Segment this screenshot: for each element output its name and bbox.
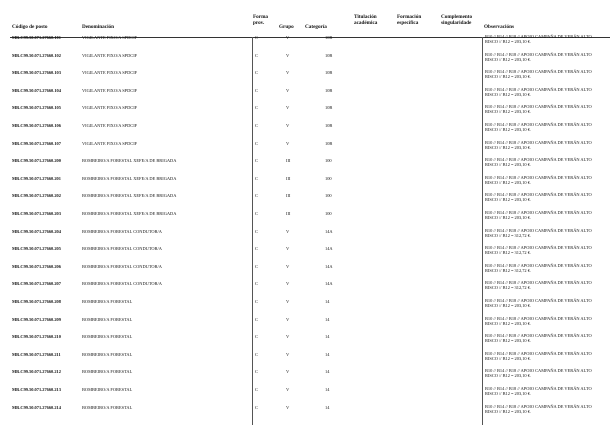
header-forma-1: Forma xyxy=(253,14,268,20)
cell-denominacion: BOMBEIRO/A FORESTAL CONDUTOR/A xyxy=(82,246,162,252)
table-row xyxy=(0,158,615,174)
table-row xyxy=(0,299,615,315)
cell-forma: C xyxy=(255,175,258,181)
cell-categoria: 10B xyxy=(325,140,333,146)
cell-observaciones: B10 // B14 // B18 // APOIO CAMPAÑA DE VERÁN ALTO RISCO // B12 = 203,10 €. xyxy=(485,69,592,80)
cell-forma: C xyxy=(255,299,258,304)
cell-denominacion: VIGILANTE FIXO/A SPDCIF xyxy=(82,52,138,58)
table-row xyxy=(0,229,615,245)
cell-grupo: V xyxy=(286,316,290,322)
cell-categoria: 14A xyxy=(325,263,333,269)
cell-categoria: 10B xyxy=(325,52,333,58)
cell-denominacion: BOMBEIRO/A FORESTAL xyxy=(82,387,133,392)
cell-categoria: 10B xyxy=(325,123,333,128)
cell-grupo: III xyxy=(286,175,291,181)
cell-denominacion: VIGILANTE FIXO/A SPDCIF xyxy=(82,87,138,93)
cell-grupo: V xyxy=(286,105,290,111)
cell-observaciones: B10 // B14 // B18 // APOIO CAMPAÑA DE VERÁN ALTO RISCO // B12 = 203,10 €. xyxy=(485,139,592,150)
header-forma-2: prov. xyxy=(253,20,265,26)
cell-grupo: III xyxy=(286,193,291,199)
cell-grupo: V xyxy=(286,387,290,392)
cell-forma: C xyxy=(255,228,258,234)
cell-denominacion: VIGILANTE FIXO/A SPDCIF xyxy=(82,123,138,128)
cell-forma: C xyxy=(255,140,258,146)
cell-denominacion: VIGILANTE FIXO/A SPDCIF xyxy=(82,105,138,111)
cell-denominacion: BOMBEIRO/A FORESTAL xyxy=(82,299,133,304)
cell-observaciones: B10 // B14 // B18 // APOIO CAMPAÑA DE VERÁN ALTO RISCO // B12 = 203,10 €. xyxy=(485,210,592,220)
cell-denominacion: VIGILANTE FIXO/A SPDCIF xyxy=(82,35,138,40)
cell-codigo: MR.C99.50.071.27660.103 xyxy=(12,70,61,76)
cell-categoria: 10B xyxy=(325,87,333,93)
cell-categoria: 10B xyxy=(325,35,333,40)
cell-codigo: MR.C99.50.071.27660.203 xyxy=(12,211,61,216)
table-row xyxy=(0,53,615,69)
cell-codigo: MR.C99.50.071.27660.204 xyxy=(12,228,61,234)
table-row xyxy=(0,334,615,350)
header-titulacion-1: Titulación xyxy=(354,14,377,20)
header-grupo: Grupo xyxy=(279,24,294,30)
cell-observaciones: B10 // B14 // B18 // APOIO CAMPAÑA DE VERÁN ALTO RISCO // B12 = 203,10 €. xyxy=(485,157,592,168)
cell-grupo: V xyxy=(286,299,290,304)
cell-codigo: MR.C99.50.071.27660.213 xyxy=(12,387,61,392)
cell-categoria: 14A xyxy=(325,281,333,287)
cell-observaciones: B10 // B14 // B18 // APOIO CAMPAÑA DE VERÁN ALTO RISCO // B12 = 203,10 €. xyxy=(485,403,592,414)
cell-forma: C xyxy=(255,316,258,322)
cell-grupo: V xyxy=(286,140,290,146)
cell-denominacion: BOMBEIRO/A FORESTAL xyxy=(82,316,133,322)
cell-grupo: V xyxy=(286,228,290,234)
header-formacion-2: específica xyxy=(397,20,419,26)
cell-forma: C xyxy=(255,404,258,410)
table-row xyxy=(0,369,615,385)
table-row xyxy=(0,35,615,51)
table-row xyxy=(0,264,615,280)
cell-grupo: V xyxy=(286,70,290,76)
table-header xyxy=(0,14,615,36)
cell-denominacion: BOMBEIRO/A FORESTAL XEFE/A DE BRIGADA xyxy=(82,193,177,199)
cell-forma: C xyxy=(255,387,258,392)
cell-codigo: MR.C99.50.071.27660.101 xyxy=(12,35,61,40)
table-row xyxy=(0,105,615,121)
cell-categoria: 14 xyxy=(325,316,330,322)
cell-forma: C xyxy=(255,35,258,40)
cell-forma: C xyxy=(255,52,258,58)
cell-grupo: V xyxy=(286,369,290,375)
cell-categoria: 14A xyxy=(325,246,333,252)
cell-grupo: V xyxy=(286,246,290,252)
table-row xyxy=(0,176,615,192)
cell-observaciones: B10 // B14 // B18 // APOIO CAMPAÑA DE VERÁN ALTO RISCO // B12 = 312,72 €. xyxy=(485,280,592,291)
cell-codigo: MR.C99.50.071.27660.205 xyxy=(12,246,61,252)
cell-codigo: MR.C99.50.071.27660.201 xyxy=(12,175,61,181)
table-row xyxy=(0,123,615,139)
cell-codigo: MR.C99.50.071.27660.206 xyxy=(12,263,61,269)
cell-codigo: MR.C99.50.071.27660.104 xyxy=(12,87,61,93)
cell-observaciones: B10 // B14 // B18 // APOIO CAMPAÑA DE VERÁN ALTO RISCO // B12 = 203,10 €. xyxy=(485,174,592,185)
table-row xyxy=(0,70,615,86)
cell-observaciones: B10 // B14 // B18 // APOIO CAMPAÑA DE VERÁN ALTO RISCO // B12 = 203,10 €. xyxy=(485,122,592,132)
cell-denominacion: BOMBEIRO/A FORESTAL XEFE/A DE BRIGADA xyxy=(82,175,177,181)
cell-grupo: V xyxy=(286,263,290,269)
cell-forma: C xyxy=(255,263,258,269)
header-observaciones: Observacións xyxy=(484,24,514,30)
cell-observaciones: B10 // B14 // B18 // APOIO CAMPAÑA DE VERÁN ALTO RISCO // B12 = 203,10 €. xyxy=(485,315,592,326)
cell-grupo: V xyxy=(286,351,290,357)
cell-categoria: 100 xyxy=(325,211,332,216)
cell-observaciones: B10 // B14 // B18 // APOIO CAMPAÑA DE VERÁN ALTO RISCO // B12 = 312,72 €. xyxy=(485,245,592,256)
cell-denominacion: VIGILANTE FIXO/A SPDCIF xyxy=(82,70,138,76)
table-row xyxy=(0,88,615,104)
cell-forma: C xyxy=(255,246,258,252)
cell-codigo: MR.C99.50.071.27660.106 xyxy=(12,123,61,128)
cell-codigo: MR.C99.50.071.27660.105 xyxy=(12,105,61,111)
header-categoria: Categoría xyxy=(305,24,327,30)
cell-codigo: MR.C99.50.071.27660.211 xyxy=(12,351,61,357)
header-denominacion: Denominación xyxy=(82,24,114,30)
cell-observaciones: B10 // B14 // B18 // APOIO CAMPAÑA DE VERÁN ALTO RISCO // B12 = 203,10 €. xyxy=(485,34,592,44)
cell-observaciones: B10 // B14 // B18 // APOIO CAMPAÑA DE VERÁN ALTO RISCO // B12 = 203,10 €. xyxy=(485,333,592,344)
header-formacion-1: Formación xyxy=(397,14,422,20)
cell-forma: C xyxy=(255,351,258,357)
cell-observaciones: B10 // B14 // B18 // APOIO CAMPAÑA DE VERÁN ALTO RISCO // B12 = 203,10 €. xyxy=(485,86,592,97)
cell-denominacion: BOMBEIRO/A FORESTAL XEFE/A DE BRIGADA xyxy=(82,211,177,216)
cell-denominacion: BOMBEIRO/A FORESTAL CONDUTOR/A xyxy=(82,263,162,269)
cell-codigo: MR.C99.50.071.27660.214 xyxy=(12,404,61,410)
cell-denominacion: BOMBEIRO/A FORESTAL CONDUTOR/A xyxy=(82,281,162,287)
cell-denominacion: BOMBEIRO/A FORESTAL xyxy=(82,404,133,410)
table-row xyxy=(0,246,615,262)
header-codigo: Código de posto xyxy=(12,24,48,30)
cell-forma: C xyxy=(255,87,258,93)
cell-denominacion: BOMBEIRO/A FORESTAL CONDUTOR/A xyxy=(82,228,162,234)
cell-forma: C xyxy=(255,334,258,340)
header-complemento-2: singularidade xyxy=(441,20,472,26)
header-complemento-1: Complemento xyxy=(441,14,473,20)
table-row xyxy=(0,141,615,157)
cell-categoria: 14 xyxy=(325,334,330,340)
table-row xyxy=(0,211,615,227)
cell-categoria: 14 xyxy=(325,404,330,410)
cell-observaciones: B10 // B14 // B18 // APOIO CAMPAÑA DE VERÁN ALTO RISCO // B12 = 203,10 €. xyxy=(485,368,592,379)
cell-grupo: V xyxy=(286,52,290,58)
cell-denominacion: BOMBEIRO/A FORESTAL xyxy=(82,351,133,357)
cell-categoria: 14 xyxy=(325,387,330,392)
cell-denominacion: VIGILANTE FIXO/A SPDCIF xyxy=(82,140,138,146)
table-row xyxy=(0,387,615,403)
cell-observaciones: B10 // B14 // B18 // APOIO CAMPAÑA DE VERÁN ALTO RISCO // B12 = 203,10 €. xyxy=(485,192,592,203)
cell-observaciones: B10 // B14 // B18 // APOIO CAMPAÑA DE VERÁN ALTO RISCO // B12 = 312,72 €. xyxy=(485,262,592,273)
cell-grupo: III xyxy=(286,158,291,164)
cell-denominacion: BOMBEIRO/A FORESTAL xyxy=(82,334,133,340)
table-row xyxy=(0,317,615,333)
cell-denominacion: BOMBEIRO/A FORESTAL xyxy=(82,369,133,375)
cell-categoria: 100 xyxy=(325,193,332,199)
cell-grupo: V xyxy=(286,334,290,340)
cell-categoria: 14 xyxy=(325,351,330,357)
cell-observaciones: B10 // B14 // B18 // APOIO CAMPAÑA DE VERÁN ALTO RISCO // B12 = 312,72 €. xyxy=(485,227,592,238)
cell-codigo: MR.C99.50.071.27660.107 xyxy=(12,140,61,146)
table-row xyxy=(0,405,615,421)
cell-codigo: MR.C99.50.071.27660.212 xyxy=(12,369,61,375)
cell-codigo: MR.C99.50.071.27660.210 xyxy=(12,334,61,340)
cell-forma: C xyxy=(255,281,258,287)
cell-observaciones: B10 // B14 // B18 // APOIO CAMPAÑA DE VERÁN ALTO RISCO // B12 = 203,10 €. xyxy=(485,51,592,62)
cell-categoria: 14 xyxy=(325,299,330,304)
cell-observaciones: B10 // B14 // B18 // APOIO CAMPAÑA DE VERÁN ALTO RISCO // B12 = 203,10 €. xyxy=(485,104,592,115)
cell-forma: C xyxy=(255,105,258,111)
cell-categoria: 10B xyxy=(325,70,333,76)
cell-categoria: 100 xyxy=(325,175,332,181)
cell-forma: C xyxy=(255,158,258,164)
header-titulacion-2: académica xyxy=(354,20,378,26)
cell-codigo: MR.C99.50.071.27660.207 xyxy=(12,281,61,287)
cell-forma: C xyxy=(255,369,258,375)
cell-grupo: V xyxy=(286,404,290,410)
cell-codigo: MR.C99.50.071.27660.200 xyxy=(12,158,61,164)
cell-observaciones: B10 // B14 // B18 // APOIO CAMPAÑA DE VERÁN ALTO RISCO // B12 = 203,10 €. xyxy=(485,298,592,308)
cell-grupo: V xyxy=(286,35,290,40)
cell-codigo: MR.C99.50.071.27660.208 xyxy=(12,299,61,304)
cell-categoria: 100 xyxy=(325,158,332,164)
cell-observaciones: B10 // B14 // B18 // APOIO CAMPAÑA DE VERÁN ALTO RISCO // B12 = 203,10 €. xyxy=(485,350,592,361)
cell-codigo: MR.C99.50.071.27660.102 xyxy=(12,52,61,58)
cell-categoria: 10B xyxy=(325,105,333,111)
cell-grupo: V xyxy=(286,123,290,128)
table-row xyxy=(0,193,615,209)
cell-grupo: V xyxy=(286,87,290,93)
cell-codigo: MR.C99.50.071.27660.202 xyxy=(12,193,61,199)
cell-grupo: III xyxy=(286,211,291,216)
cell-forma: C xyxy=(255,211,258,216)
table-row xyxy=(0,281,615,297)
cell-categoria: 14A xyxy=(325,228,333,234)
cell-denominacion: BOMBEIRO/A FORESTAL XEFE/A DE BRIGADA xyxy=(82,158,177,164)
cell-forma: C xyxy=(255,123,258,128)
table-row xyxy=(0,352,615,368)
cell-forma: C xyxy=(255,70,258,76)
cell-observaciones: B10 // B14 // B18 // APOIO CAMPAÑA DE VERÁN ALTO RISCO // B12 = 203,10 €. xyxy=(485,386,592,396)
cell-codigo: MR.C99.50.071.27660.209 xyxy=(12,316,61,322)
cell-categoria: 14 xyxy=(325,369,330,375)
cell-forma: C xyxy=(255,193,258,199)
cell-grupo: V xyxy=(286,281,290,287)
